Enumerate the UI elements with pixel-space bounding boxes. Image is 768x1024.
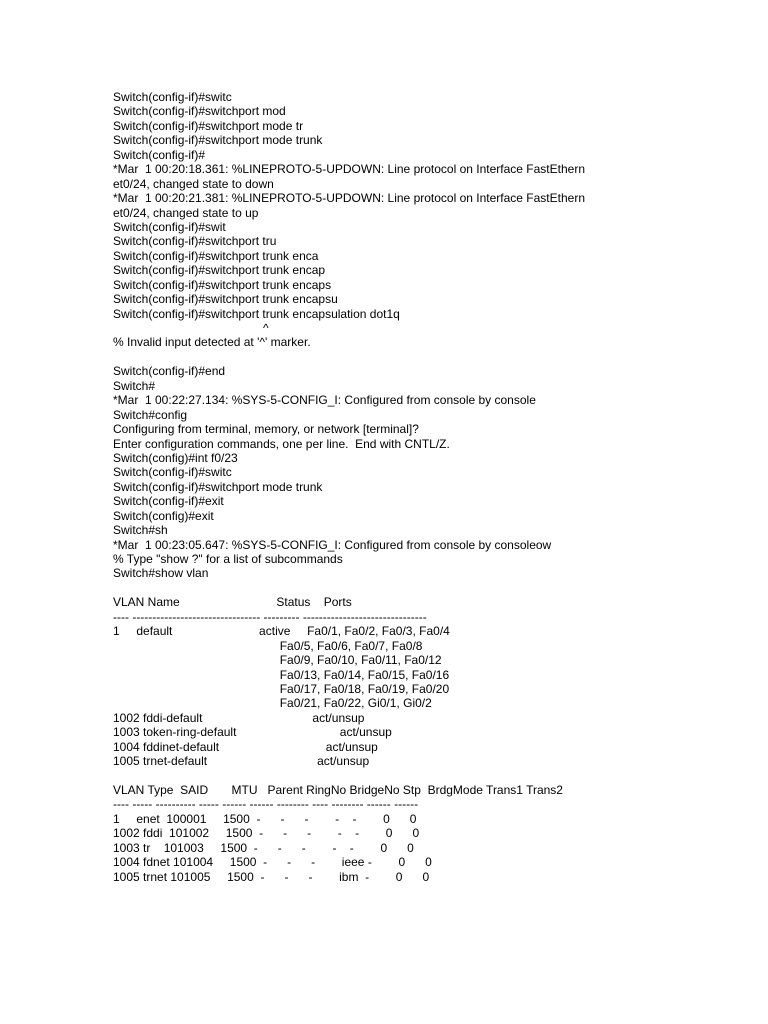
terminal-line: Switch(config)#int f0/23 [113, 450, 238, 465]
terminal-line: Switch(config-if)#switchport mode trunk [113, 479, 323, 494]
terminal-line: Fa0/5, Fa0/6, Fa0/7, Fa0/8 [113, 638, 423, 653]
terminal-line: 1004 fdnet 101004 1500 - - - ieee - 0 0 [113, 855, 432, 870]
terminal-line: ---- ----- ---------- ----- ------ ------ -------- ---- -------- ------ ------ [113, 797, 419, 812]
terminal-line: *Mar 1 00:22:27.134: %SYS-5-CONFIG_I: Configured from console by console [113, 393, 536, 408]
terminal-line: 1004 fddinet-default act/unsup [113, 739, 378, 754]
terminal-line: Switch(config-if)#switc [113, 465, 232, 480]
terminal-line: Fa0/17, Fa0/18, Fa0/19, Fa0/20 [113, 681, 450, 696]
terminal-line: *Mar 1 00:20:18.361: %LINEPROTO-5-UPDOWN: Line protocol on Interface FastEthern [113, 162, 585, 177]
terminal-line: Switch# [113, 378, 156, 393]
terminal-line: % Invalid input detected at '^' marker. [113, 335, 311, 350]
terminal-line: Switch(config-if)#switchport mode tr [113, 118, 304, 133]
terminal-line: Switch(config-if)# [113, 147, 206, 162]
terminal-line: Switch#sh [113, 523, 168, 538]
terminal-line: Switch(config-if)#switchport trunk encapsulation dot1q [113, 306, 400, 321]
terminal-line: 1002 fddi 101002 1500 - - - - - 0 0 [113, 826, 420, 841]
terminal-line: 1005 trnet 101005 1500 - - - ibm - 0 0 [113, 869, 430, 884]
terminal-line: 1003 token-ring-default act/unsup [113, 725, 392, 740]
terminal-line: Switch(config-if)#switchport trunk encapsu [113, 292, 338, 307]
terminal-line: et0/24, changed state to down [113, 176, 274, 191]
terminal-line [113, 350, 753, 364]
terminal-line: 1002 fddi-default act/unsup [113, 710, 365, 725]
terminal-line: Switch(config)#exit [113, 508, 214, 523]
terminal-line: Configuring from terminal, memory, or network [terminal]? [113, 422, 419, 437]
terminal-line: Switch(config-if)#switchport mode trunk [113, 133, 323, 148]
terminal-line: Fa0/13, Fa0/14, Fa0/15, Fa0/16 [113, 667, 450, 682]
terminal-line: Switch(config-if)#swit [113, 219, 226, 234]
terminal-line: 1 enet 100001 1500 - - - - - 0 0 [113, 811, 417, 826]
terminal-line: 1003 tr 101003 1500 - - - - - 0 0 [113, 840, 414, 855]
terminal-transcript [113, 90, 753, 884]
terminal-line: *Mar 1 00:23:05.647: %SYS-5-CONFIG_I: Configured from console by consoleow [113, 537, 552, 552]
terminal-line: Switch(config-if)#switc [113, 90, 232, 104]
terminal-line: Fa0/21, Fa0/22, Gi0/1, Gi0/2 [113, 696, 432, 711]
terminal-line: et0/24, changed state to up [113, 205, 259, 220]
terminal-line: 1005 trnet-default act/unsup [113, 754, 370, 769]
terminal-line: 1 default active Fa0/1, Fa0/2, Fa0/3, Fa0/4 [113, 624, 450, 639]
terminal-line: ^ [113, 321, 269, 335]
terminal-line: Fa0/9, Fa0/10, Fa0/11, Fa0/12 [113, 653, 442, 668]
terminal-line: Switch(config-if)#end [113, 364, 226, 379]
terminal-line: ---- -------------------------------- --------- ------------------------------- [113, 609, 427, 624]
terminal-line [113, 769, 753, 783]
terminal-line [113, 581, 753, 595]
terminal-line: Switch#show vlan [113, 566, 209, 581]
terminal-line: % Type "show ?" for a list of subcommands [113, 552, 343, 566]
terminal-line: Switch#config [113, 407, 188, 422]
terminal-line: Switch(config-if)#switchport trunk encap [113, 263, 326, 278]
terminal-line: *Mar 1 00:20:21.381: %LINEPROTO-5-UPDOWN: Line protocol on Interface FastEthern [113, 191, 585, 206]
terminal-line: Switch(config-if)#switchport trunk encaps [113, 277, 332, 292]
terminal-line: Switch(config-if)#exit [113, 494, 224, 509]
terminal-line: Switch(config-if)#switchport mod [113, 104, 286, 119]
terminal-line: Switch(config-if)#switchport tru [113, 234, 277, 249]
terminal-line: VLAN Name Status Ports [113, 595, 352, 610]
terminal-line: VLAN Type SAID MTU Parent RingNo BridgeNo Stp BrdgMode Trans1 Trans2 [113, 783, 563, 797]
terminal-line: Switch(config-if)#switchport trunk enca [113, 248, 319, 263]
terminal-line: Enter configuration commands, one per line. End with CNTL/Z. [113, 436, 450, 451]
